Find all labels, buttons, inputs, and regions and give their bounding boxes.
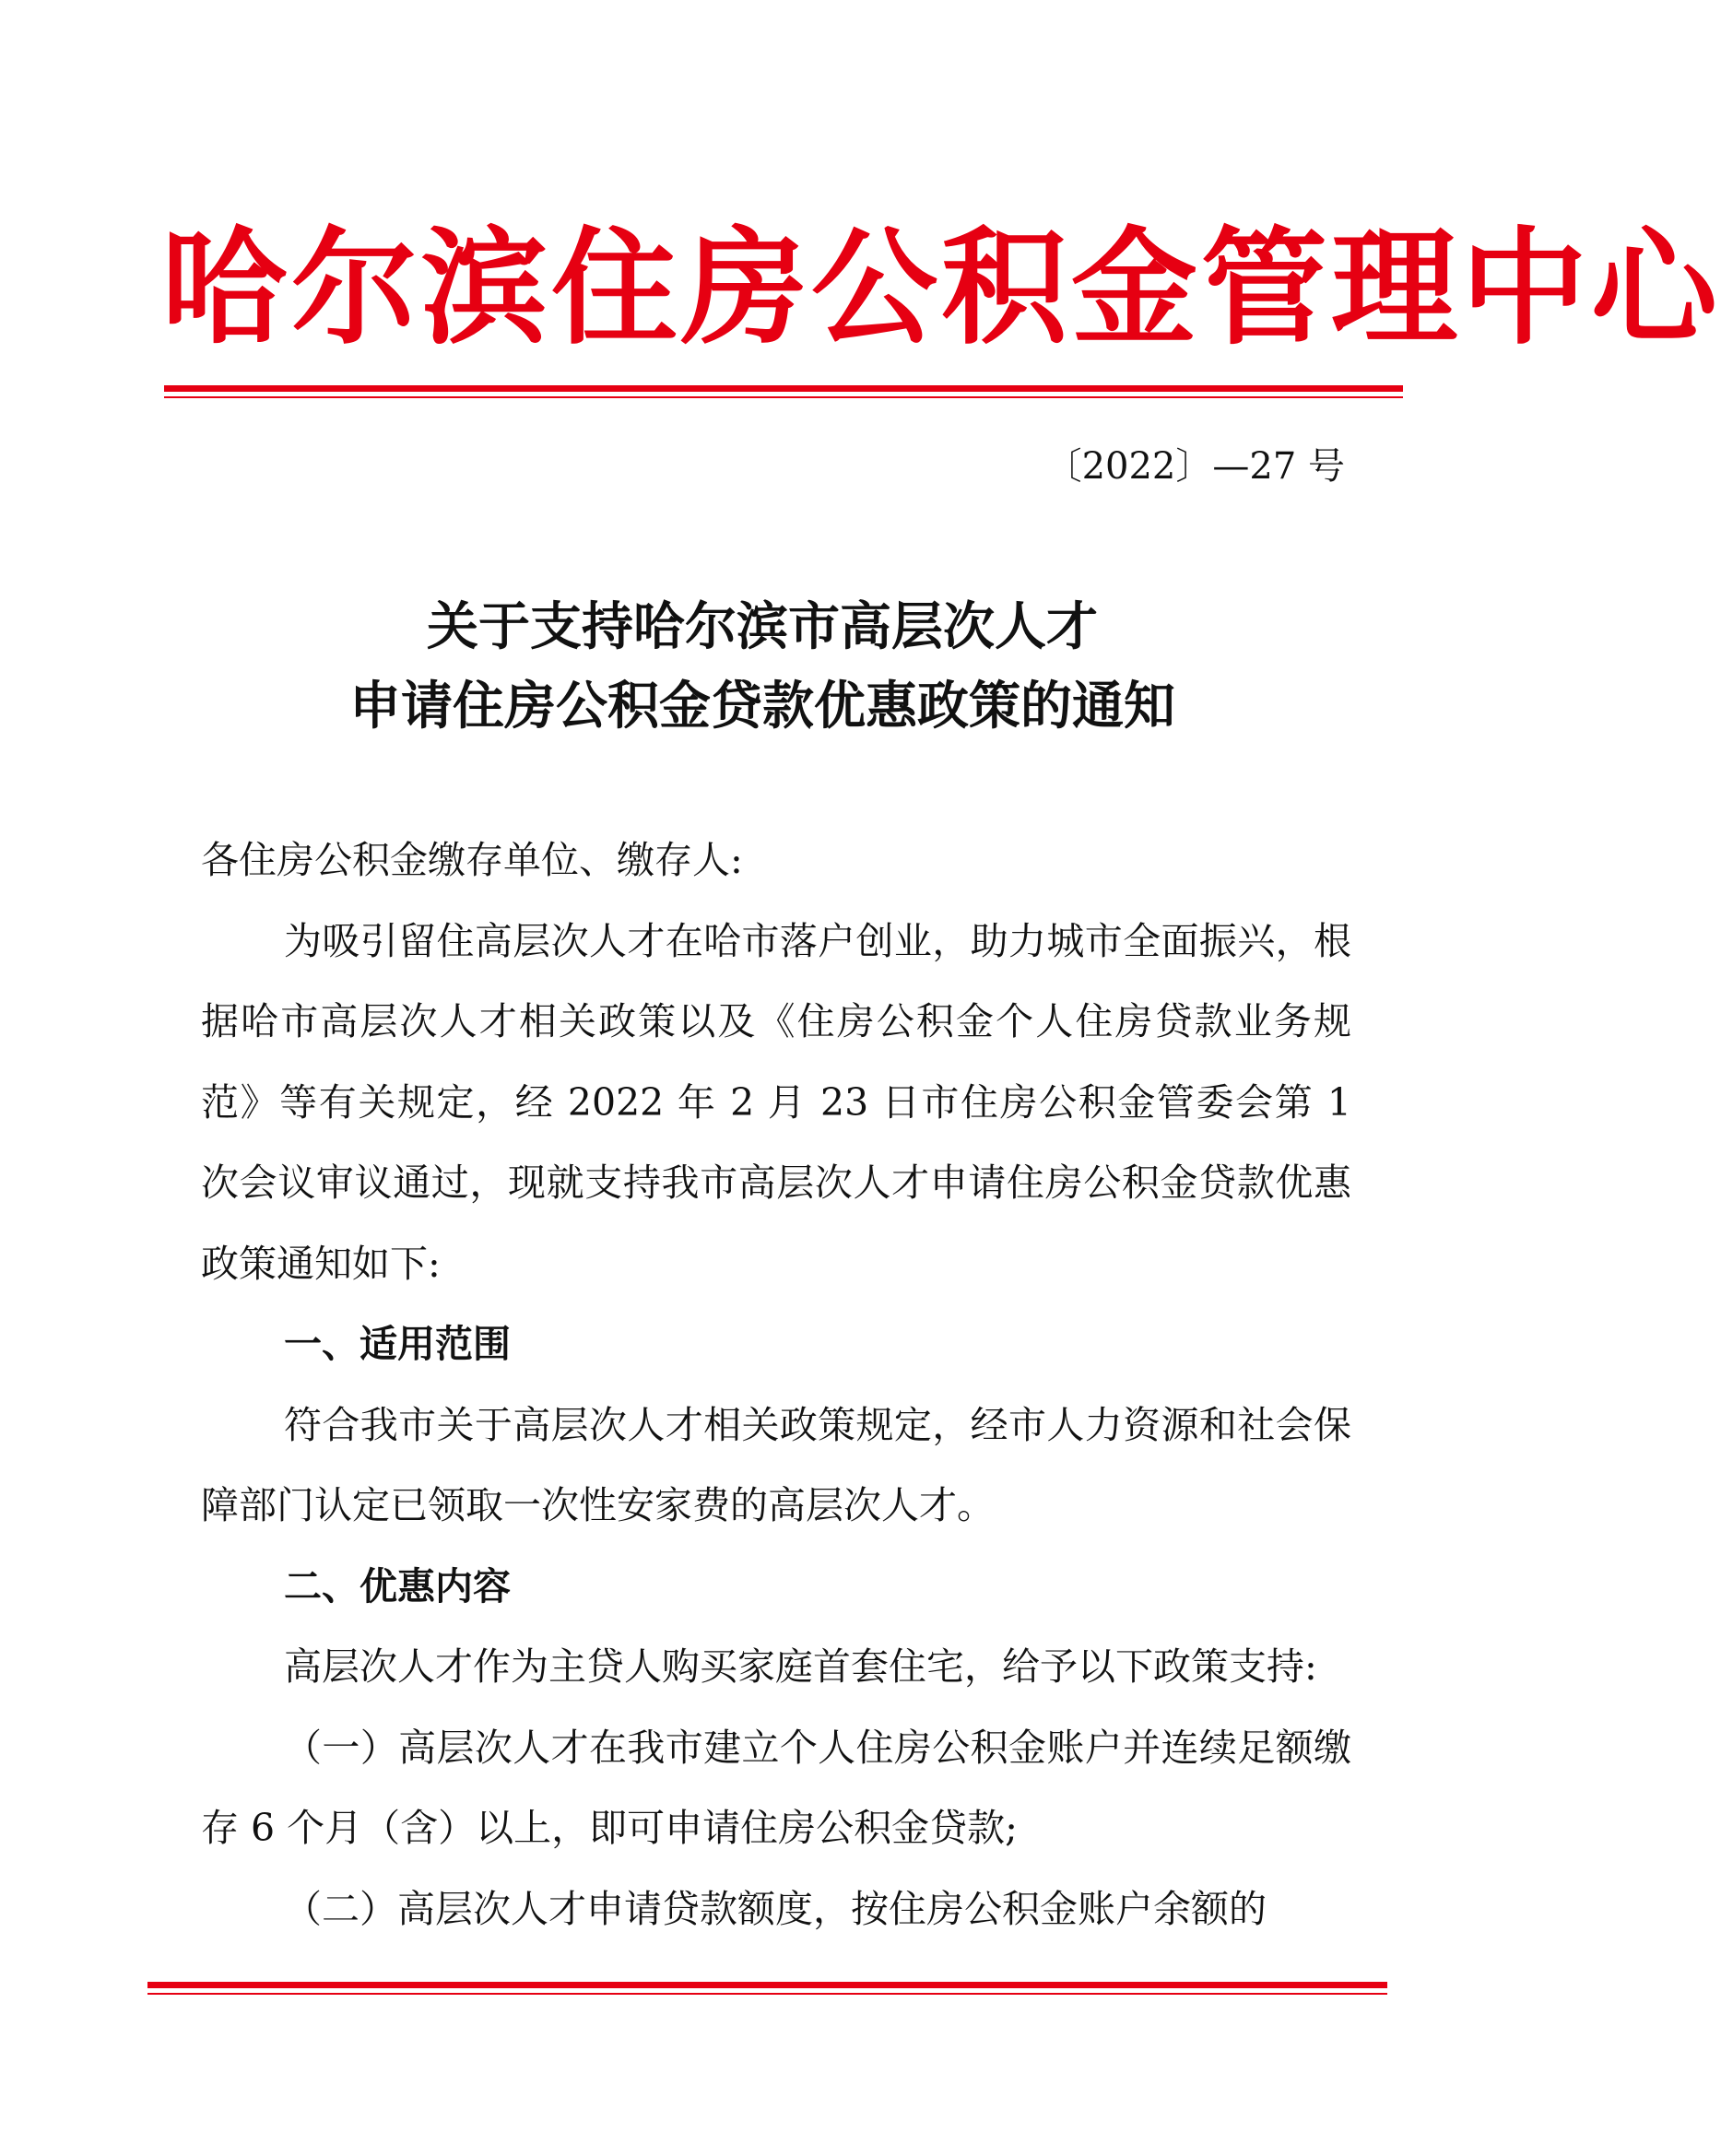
document-title-line-1: 关于支持哈尔滨市高层次人才 [427, 596, 1098, 657]
section-2-item-2: （二）高层次人才申请贷款额度，按住房公积金账户余额的 [284, 1886, 1267, 1931]
document-number: 〔2022〕—27 号 [1044, 445, 1345, 488]
footer-divider [147, 1982, 1387, 1995]
header-divider [164, 385, 1403, 398]
section-2-paragraph: 高层次人才作为主贷人购买家庭首套住宅，给予以下政策支持: [284, 1644, 1317, 1689]
org-masthead: 哈尔滨住房公积金管理中心 [161, 214, 1721, 362]
section-2-item-1: （一）高层次人才在我市建立个人住房公积金账户并连续足额缴存 6 个月（含）以上，即可申请住房公积金贷款; [201, 1725, 1351, 1850]
section-2-heading: 二、优惠内容 [284, 1563, 511, 1608]
intro-paragraph: 为吸引留住高层次人才在哈市落户创业，助力城市全面振兴，根据哈市高层次人才相关政策以及《住房公积金个人住房贷款业务规范》等有关规定，经 2022 年 2 月 23 日市住房公积金管委会第 1 次会议审议通过，现就支持我市高层次人才申请住房公积金贷款优惠政策通知如下: [201, 918, 1351, 1286]
document-body [201, 820, 1351, 1950]
salutation: 各住房公积金缴存单位、缴存人: [201, 838, 743, 882]
section-1-paragraph: 符合我市关于高层次人才相关政策规定，经市人力资源和社会保障部门认定已领取一次性安家费的高层次人才。 [201, 1402, 1351, 1527]
document-title-line-2: 申请住房公积金贷款优惠政策的通知 [349, 676, 1175, 736]
section-1-heading: 一、适用范围 [284, 1322, 511, 1366]
